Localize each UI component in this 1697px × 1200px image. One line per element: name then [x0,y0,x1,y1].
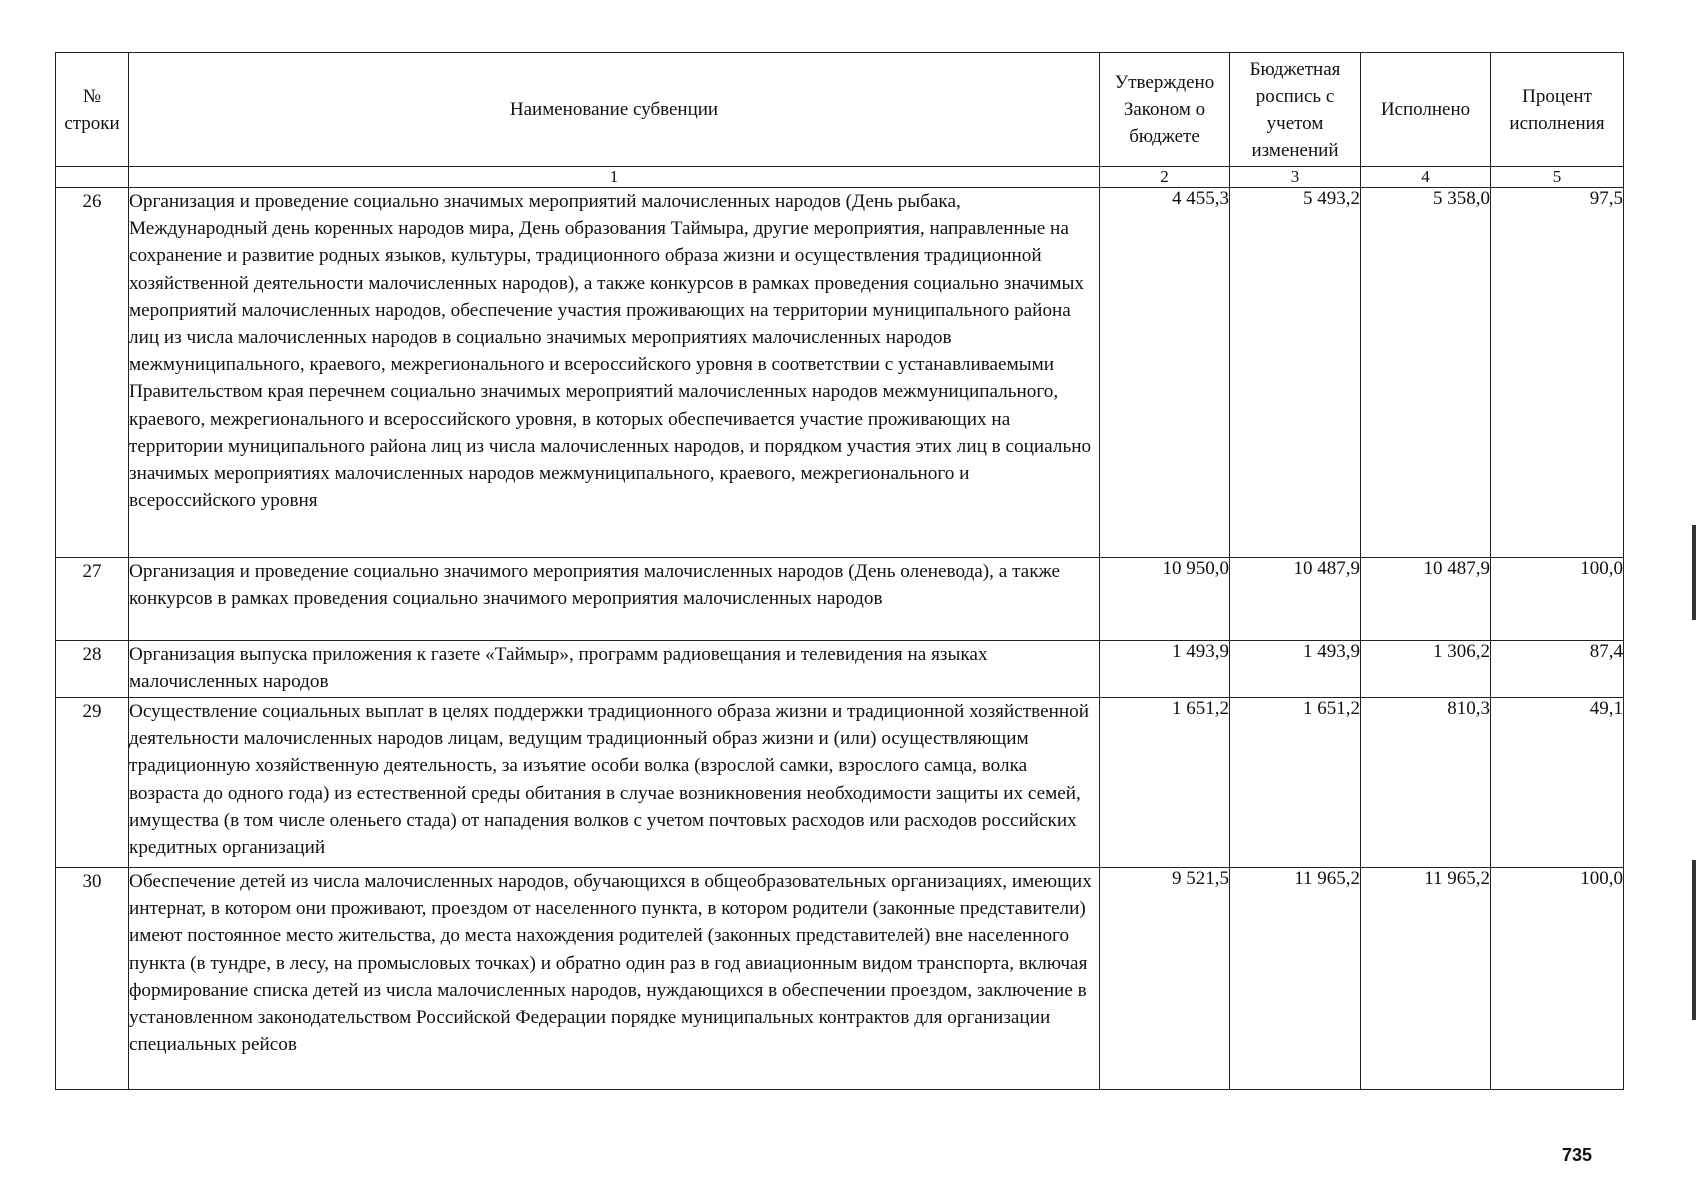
percent-value: 49,1 [1491,698,1624,868]
table-row [56,558,1624,641]
executed-value: 5 358,0 [1361,188,1491,558]
subvention-name: Осуществление социальных выплат в целях поддержки традиционного образа жизни и традиционной хозяйственной деятельности малочисленных народов лицам, ведущим традиционный образ жизни и (или) осуществляющим традиционную хозяйственную деятельность, за изъятие особи волка (взрослой самки, взрослого самца, волка возраста до одного года) из естественной среды обитания в случае возникновения необходимости защиты их семей, имущества (в том числе оленьего стада) от нападения волков с учетом почтовых расходов или расходов российских кредитных организаций [129,698,1100,868]
column-number: 3 [1230,167,1361,188]
header-percent: Процент исполнения [1491,53,1624,167]
budget-value: 1 651,2 [1230,698,1361,868]
column-number [56,167,129,188]
scan-edge-mark [1692,525,1696,620]
executed-value: 10 487,9 [1361,558,1491,641]
budget-value: 10 487,9 [1230,558,1361,641]
approved-value: 9 521,5 [1100,868,1230,1090]
table-row [56,698,1624,868]
header-row [56,53,1624,167]
header-approved: Утверждено Законом о бюджете [1100,53,1230,167]
row-number: 26 [56,188,129,558]
table-row [56,188,1624,558]
row-number: 29 [56,698,129,868]
table-row [56,641,1624,698]
header-row-number: № строки [56,53,129,167]
approved-value: 1 651,2 [1100,698,1230,868]
scan-edge-mark [1692,860,1696,1020]
column-number: 4 [1361,167,1491,188]
percent-value: 87,4 [1491,641,1624,698]
row-number: 27 [56,558,129,641]
approved-value: 1 493,9 [1100,641,1230,698]
column-number: 2 [1100,167,1230,188]
table-row [56,868,1624,1090]
percent-value: 100,0 [1491,558,1624,641]
column-number: 1 [129,167,1100,188]
subvention-name: Организация выпуска приложения к газете «Таймыр», программ радиовещания и телевидения на языках малочисленных народов [129,641,1100,698]
budget-value: 11 965,2 [1230,868,1361,1090]
row-number: 28 [56,641,129,698]
header-budget-schedule: Бюджетная роспись с учетом изменений [1230,53,1361,167]
approved-value: 4 455,3 [1100,188,1230,558]
approved-value: 10 950,0 [1100,558,1230,641]
row-number: 30 [56,868,129,1090]
subvention-name: Обеспечение детей из числа малочисленных народов, обучающихся в общеобразовательных организациях, имеющих интернат, в котором они проживают, проездом от населенного пункта, в котором родители (законные представители) имеют постоянное место жительства, до места нахождения родителей (законных представителей) вне населенного пункта (в тундре, в лесу, на промысловых точках) и обратно один раз в год авиационным видом транспорта, включая формирование списка детей из числа малочисленных народов, нуждающихся в обеспечении проездом, заключение в установленном законодательством Российской Федерации порядке муниципальных контрактов для организации специальных рейсов [129,868,1100,1090]
header-executed: Исполнено [1361,53,1491,167]
subvention-table [55,52,1624,1090]
header-subvention-name: Наименование субвенции [129,53,1100,167]
budget-value: 5 493,2 [1230,188,1361,558]
percent-value: 97,5 [1491,188,1624,558]
executed-value: 810,3 [1361,698,1491,868]
executed-value: 1 306,2 [1361,641,1491,698]
subvention-name: Организация и проведение социально значимых мероприятий малочисленных народов (День рыбака, Международный день коренных народов мира, День образования Таймыра, другие мероприятия, направленные на сохранение и развитие родных языков, культуры, традиционного образа жизни и осуществления традиционной хозяйственной деятельности малочисленных народов), а также конкурсов в рамках проведения социально значимых мероприятий малочисленных народов, обеспечение участия проживающих на территории муниципального района лиц из числа малочисленных народов в социально значимых мероприятиях малочисленных народов межмуниципального, краевого, межрегионального и всероссийского уровня в соответствии с устанавливаемыми Правительством края перечнем социально значимых мероприятий малочисленных народов межмуниципального, краевого, межрегионального и всероссийского уровня, в которых обеспечивается участие проживающих на территории муниципального района лиц из числа малочисленных народов, и порядком участия этих лиц в социально значимых мероприятиях малочисленных народов межмуниципального, краевого, межрегионального и всероссийского уровня [129,188,1100,558]
budget-value: 1 493,9 [1230,641,1361,698]
subvention-name: Организация и проведение социально значимого мероприятия малочисленных народов (День оленевода), а также конкурсов в рамках проведения социально значимого мероприятия малочисленных народов [129,558,1100,641]
page-number: 735 [1562,1145,1593,1165]
executed-value: 11 965,2 [1361,868,1491,1090]
percent-value: 100,0 [1491,868,1624,1090]
column-numbers-row [56,167,1624,188]
column-number: 5 [1491,167,1624,188]
